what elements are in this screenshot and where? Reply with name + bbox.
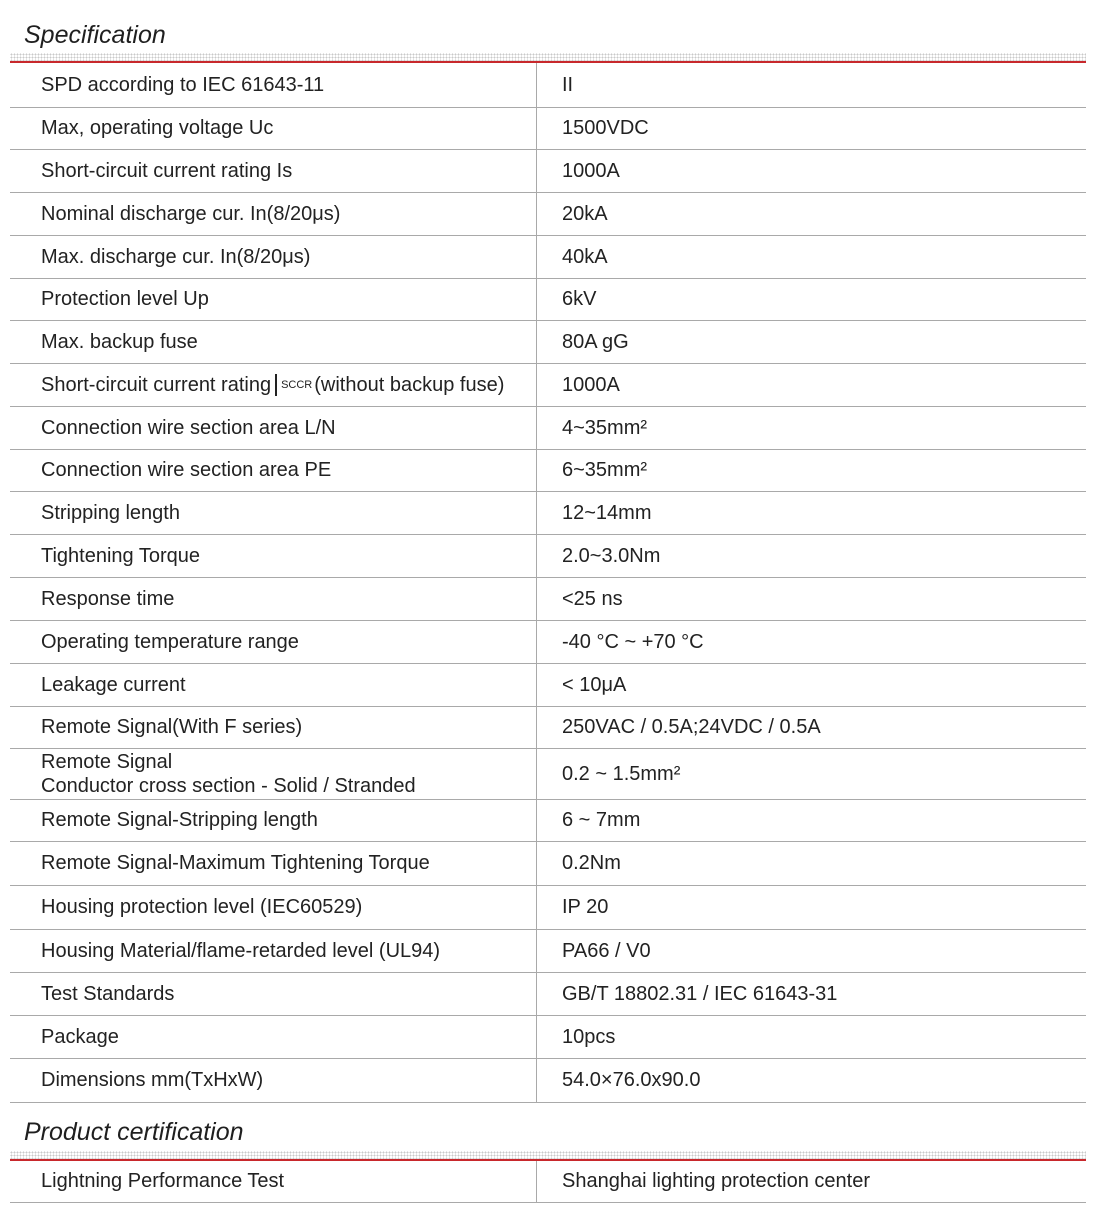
spec-value: 10pcs bbox=[562, 1025, 616, 1048]
spec-value: 20kA bbox=[562, 202, 608, 225]
spec-label: Nominal discharge cur. In(8/20μs) bbox=[10, 193, 537, 235]
spec-value: 4~35mm² bbox=[562, 416, 648, 439]
spec-value: 6kV bbox=[562, 288, 597, 310]
sccr-subscript: SCCR bbox=[281, 379, 313, 391]
table-row bbox=[10, 1016, 1086, 1059]
spec-value: 80A gG bbox=[562, 330, 629, 353]
spec-label: SPD according to IEC 61643-11 bbox=[10, 63, 537, 107]
spec-value: PA66 / V0 bbox=[562, 939, 651, 962]
spec-label: Remote Signal-Maximum Tightening Torque bbox=[10, 842, 537, 885]
spec-label: Max. discharge cur. In(8/20μs) bbox=[10, 236, 537, 278]
table-row bbox=[10, 749, 1086, 800]
table-row bbox=[10, 621, 1086, 664]
spec-value: IP 20 bbox=[562, 896, 609, 918]
table-row bbox=[10, 1161, 1086, 1203]
specification-title: Specification bbox=[24, 21, 166, 49]
table-row bbox=[10, 842, 1086, 886]
sccr-label-suffix: (without backup fuse) bbox=[314, 373, 505, 396]
spec-value: <25 ns bbox=[562, 587, 623, 610]
sccr-label-main: Short-circuit current rating bbox=[41, 373, 272, 396]
spec-value: 1500VDC bbox=[562, 117, 649, 139]
spec-value: 1000A bbox=[562, 373, 620, 396]
spec-label: Max, operating voltage Uc bbox=[10, 108, 537, 149]
table-row bbox=[10, 193, 1086, 236]
cert-dotted-rule bbox=[10, 1151, 1086, 1159]
spec-label: Protection level Up bbox=[10, 279, 537, 320]
table-row bbox=[10, 279, 1086, 321]
spec-value: 250VAC / 0.5A;24VDC / 0.5A bbox=[562, 716, 821, 738]
spec-label: Max. backup fuse bbox=[10, 321, 537, 363]
spec-label: Package bbox=[10, 1016, 537, 1058]
table-row bbox=[10, 150, 1086, 193]
spec-label: Response time bbox=[10, 578, 537, 620]
table-row bbox=[10, 578, 1086, 621]
spec-label-sccr bbox=[10, 364, 537, 406]
remote-signal-label-line1: Remote Signal bbox=[41, 751, 173, 773]
spec-value: 54.0×76.0x90.0 bbox=[562, 1069, 701, 1091]
cert-value: Shanghai lighting protection center bbox=[562, 1170, 870, 1192]
spec-value: 40kA bbox=[562, 245, 608, 268]
table-row bbox=[10, 535, 1086, 578]
remote-signal-label-line2: Conductor cross section - Solid / Stranded bbox=[41, 775, 416, 797]
spec-label: Dimensions mm(TxHxW) bbox=[10, 1059, 537, 1102]
certification-table bbox=[10, 1161, 1086, 1203]
table-row bbox=[10, 321, 1086, 364]
table-row bbox=[10, 664, 1086, 707]
spec-value: 1000A bbox=[562, 159, 620, 182]
spec-value: II bbox=[562, 73, 574, 96]
spec-label: Test Standards bbox=[10, 973, 537, 1015]
table-row bbox=[10, 1059, 1086, 1103]
spec-label-two-line bbox=[10, 749, 537, 799]
table-row bbox=[10, 707, 1086, 749]
spec-label: Connection wire section area PE bbox=[10, 450, 537, 491]
spec-label: Operating temperature range bbox=[10, 621, 537, 663]
table-row bbox=[10, 450, 1086, 492]
specification-table bbox=[10, 63, 1086, 1103]
spec-label: Remote Signal(With F series) bbox=[10, 707, 537, 748]
spec-label: Stripping length bbox=[10, 492, 537, 534]
cert-label: Lightning Performance Test bbox=[10, 1161, 537, 1202]
current-symbol-bar bbox=[275, 374, 277, 396]
spec-value: GB/T 18802.31 / IEC 61643-31 bbox=[562, 982, 838, 1005]
spec-value: -40 °C ~ +70 °C bbox=[562, 630, 704, 653]
table-row bbox=[10, 63, 1086, 108]
spec-value: 6 ~ 7mm bbox=[562, 809, 641, 831]
spec-label: Leakage current bbox=[10, 664, 537, 706]
spec-label: Short-circuit current rating Is bbox=[10, 150, 537, 192]
spec-label: Remote Signal-Stripping length bbox=[10, 800, 537, 841]
table-row bbox=[10, 108, 1086, 150]
product-certification-title: Product certification bbox=[24, 1118, 244, 1146]
spec-value: 0.2Nm bbox=[562, 852, 621, 874]
spec-label: Housing Material/flame-retarded level (UL94) bbox=[10, 930, 537, 972]
spec-value: 2.0~3.0Nm bbox=[562, 544, 661, 567]
spec-value: 6~35mm² bbox=[562, 459, 648, 481]
table-row bbox=[10, 407, 1086, 450]
spec-value: < 10μA bbox=[562, 673, 627, 696]
table-row bbox=[10, 800, 1086, 842]
spec-value: 0.2 ~ 1.5mm² bbox=[562, 762, 681, 785]
spec-value: 12~14mm bbox=[562, 501, 652, 524]
table-row bbox=[10, 492, 1086, 535]
title-dotted-rule bbox=[10, 53, 1086, 61]
spec-label: Housing protection level (IEC60529) bbox=[10, 886, 537, 929]
table-row bbox=[10, 973, 1086, 1016]
table-row bbox=[10, 364, 1086, 407]
table-row bbox=[10, 886, 1086, 930]
table-row bbox=[10, 236, 1086, 279]
spec-label: Tightening Torque bbox=[10, 535, 537, 577]
spec-label: Connection wire section area L/N bbox=[10, 407, 537, 449]
table-row bbox=[10, 930, 1086, 973]
